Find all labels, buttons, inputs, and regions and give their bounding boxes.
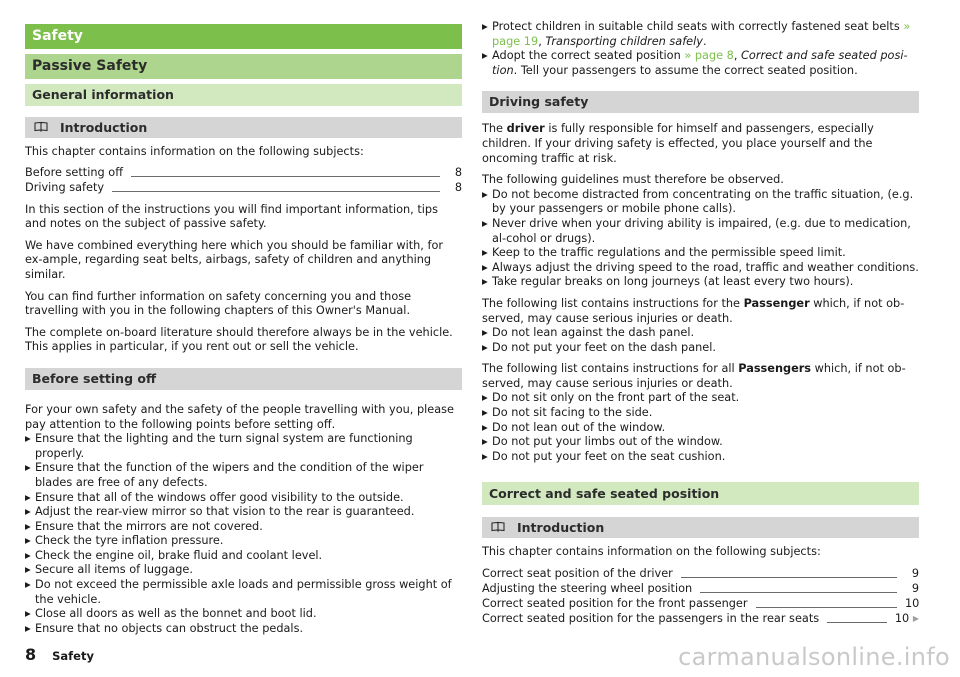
list-item: ▶ Do not lean out of the window. <box>482 421 919 436</box>
toc-entry-driving-safety[interactable] <box>25 181 462 196</box>
list-item: ▶ Always adjust the driving speed to the road, traffic and weather conditions. <box>482 261 919 276</box>
subsection-heading: General information <box>25 84 462 106</box>
before-setting-off-heading: Before setting off <box>25 368 462 390</box>
toc-page-number: 8 <box>454 181 462 194</box>
introduction-heading <box>482 517 919 538</box>
intro-text: This chapter contains information on the following subjects: <box>482 545 821 559</box>
list-item: ▶ Close all doors as well as the bonnet and boot lid. <box>25 607 462 622</box>
driving-safety-heading: Driving safety <box>482 91 919 113</box>
list-item: ▶ Adopt the correct seated position » page 8, Correct and safe seated posi-tion. Tell your passengers to assume the correct seated position. <box>482 49 919 78</box>
paragraph: For your own safety and the safety of the people travelling with you, please pay attention to the following points before setting off. <box>25 402 454 431</box>
table-of-contents <box>25 166 462 196</box>
continue-arrow-icon: ▶ <box>912 614 919 624</box>
list-item: ▶ Ensure that no objects can obstruct the pedals. <box>25 622 462 637</box>
right-column <box>482 20 919 627</box>
list-item: ▶ Take regular breaks on long journeys (at least every two hours). <box>482 275 919 290</box>
list-item: ▶ Ensure that the function of the wipers and the condition of the wiper blades are free of any defects. <box>25 461 462 490</box>
list-item: ▶ Do not become distracted from concentrating on the traffic situation, (e.g. by your passengers or mobile phone calls). <box>482 188 919 217</box>
list-item: ▶ Keep to the traffic regulations and the permissible speed limit. <box>482 246 919 261</box>
intro-text: This chapter contains information on the following subjects: <box>25 145 364 158</box>
toc-page-number: 9 <box>911 567 919 581</box>
checklist <box>25 432 462 636</box>
list-item: ▶ Do not put your feet on the dash panel. <box>482 341 919 356</box>
chapter-heading: Safety <box>25 24 462 49</box>
toc-entry[interactable] <box>482 612 919 627</box>
table-of-contents <box>482 567 919 627</box>
toc-label: Before setting off <box>25 166 123 179</box>
watermark: carmanualsonline.info <box>678 643 950 671</box>
list-item: ▶ Do not exceed the permissible axle loads and permissible gross weight of the vehicle. <box>25 578 462 607</box>
toc-page-number: 8 <box>454 166 462 179</box>
paragraph: The following list contains instructions for all Passengers which, if not ob-served, may cause serious injuries or death. <box>482 362 906 390</box>
toc-label: Correct seat position of the driver <box>482 567 673 581</box>
list-item: ▶ Ensure that the lighting and the turn signal system are functioning properly. <box>25 432 462 461</box>
list-item: ▶ Do not sit facing to the side. <box>482 406 919 421</box>
paragraph: The following guidelines must therefore be observed. <box>482 173 784 187</box>
paragraph: The following list contains instructions for the Passenger which, if not ob-served, may cause serious injuries or death. <box>482 296 905 325</box>
introduction-title: Introduction <box>517 520 605 536</box>
toc-entry[interactable] <box>482 597 919 612</box>
list-item: ▶ Check the tyre inflation pressure. <box>25 534 462 549</box>
toc-label: Driving safety <box>25 181 105 194</box>
footer-section-title: Safety <box>52 649 94 663</box>
book-icon <box>34 117 48 138</box>
list-item: ▶ Never drive when your driving ability is impaired, (e.g. due to medication, al-cohol or drugs). <box>482 217 919 246</box>
list-item: ▶ Do not put your feet on the seat cushion. <box>482 450 919 465</box>
toc-label: Correct seated position for the front passenger <box>482 597 748 611</box>
list-item: ▶ Protect children in suitable child seats with correctly fastened seat belts » page 19, Transporting children safely. <box>482 20 919 49</box>
toc-entry[interactable] <box>482 582 919 597</box>
list-item: ▶ Do not put your limbs out of the window. <box>482 435 919 450</box>
paragraph: You can find further information on safety concerning you and those travelling with you in the following chapters of this Owner's Manual. <box>25 289 412 318</box>
book-icon <box>491 517 505 538</box>
introduction-heading <box>25 117 462 138</box>
page-link[interactable]: » page 19 <box>492 20 911 48</box>
toc-label: Correct seated position for the passengers in the rear seats <box>482 612 820 626</box>
left-column <box>25 0 462 636</box>
page-number: 8 <box>25 645 37 664</box>
seated-position-heading: Correct and safe seated position <box>482 482 919 505</box>
passenger-list <box>482 326 919 355</box>
guidelines-list <box>482 188 919 290</box>
paragraph: In this section of the instructions you will find important information, tips and notes on the subject of passive safety. <box>25 202 438 231</box>
list-item: ▶ Adjust the rear-view mirror so that vision to the rear is guaranteed. <box>25 505 462 520</box>
toc-entry-before-setting-off[interactable] <box>25 166 462 181</box>
passengers-list <box>482 391 919 464</box>
list-item: ▶ Do not sit only on the front part of the seat. <box>482 391 919 406</box>
paragraph: The driver is fully responsible for himself and passengers, especially children. If your driving safety is effected, you place yourself and the oncoming traffic at risk. <box>482 122 874 165</box>
page-link[interactable]: » page 8 <box>684 49 734 63</box>
toc-page-number: 10 <box>905 597 920 611</box>
toc-page-number: 9 <box>911 582 919 596</box>
toc-entry[interactable] <box>482 567 919 582</box>
paragraph: The complete on-board literature should therefore always be in the vehicle. This applies in particular, if you rent out or sell the vehicle. <box>25 325 453 354</box>
list-item: ▶ Secure all items of luggage. <box>25 563 462 578</box>
toc-label: Adjusting the steering wheel position <box>482 582 693 596</box>
toc-page-number: 10 <box>894 612 910 626</box>
introduction-title: Introduction <box>60 120 148 135</box>
page-footer <box>25 645 94 664</box>
list-item: ▶ Ensure that all of the windows offer good visibility to the outside. <box>25 491 462 506</box>
list-item: ▶ Check the engine oil, brake fluid and coolant level. <box>25 549 462 564</box>
list-item: ▶ Do not lean against the dash panel. <box>482 326 919 341</box>
paragraph: We have combined everything here which you should be familiar with, for ex-ample, regarding seat belts, airbags, safety of children and anything similar. <box>25 238 444 281</box>
list-item: ▶ Ensure that the mirrors are not covered. <box>25 520 462 535</box>
section-heading: Passive Safety <box>25 54 462 79</box>
